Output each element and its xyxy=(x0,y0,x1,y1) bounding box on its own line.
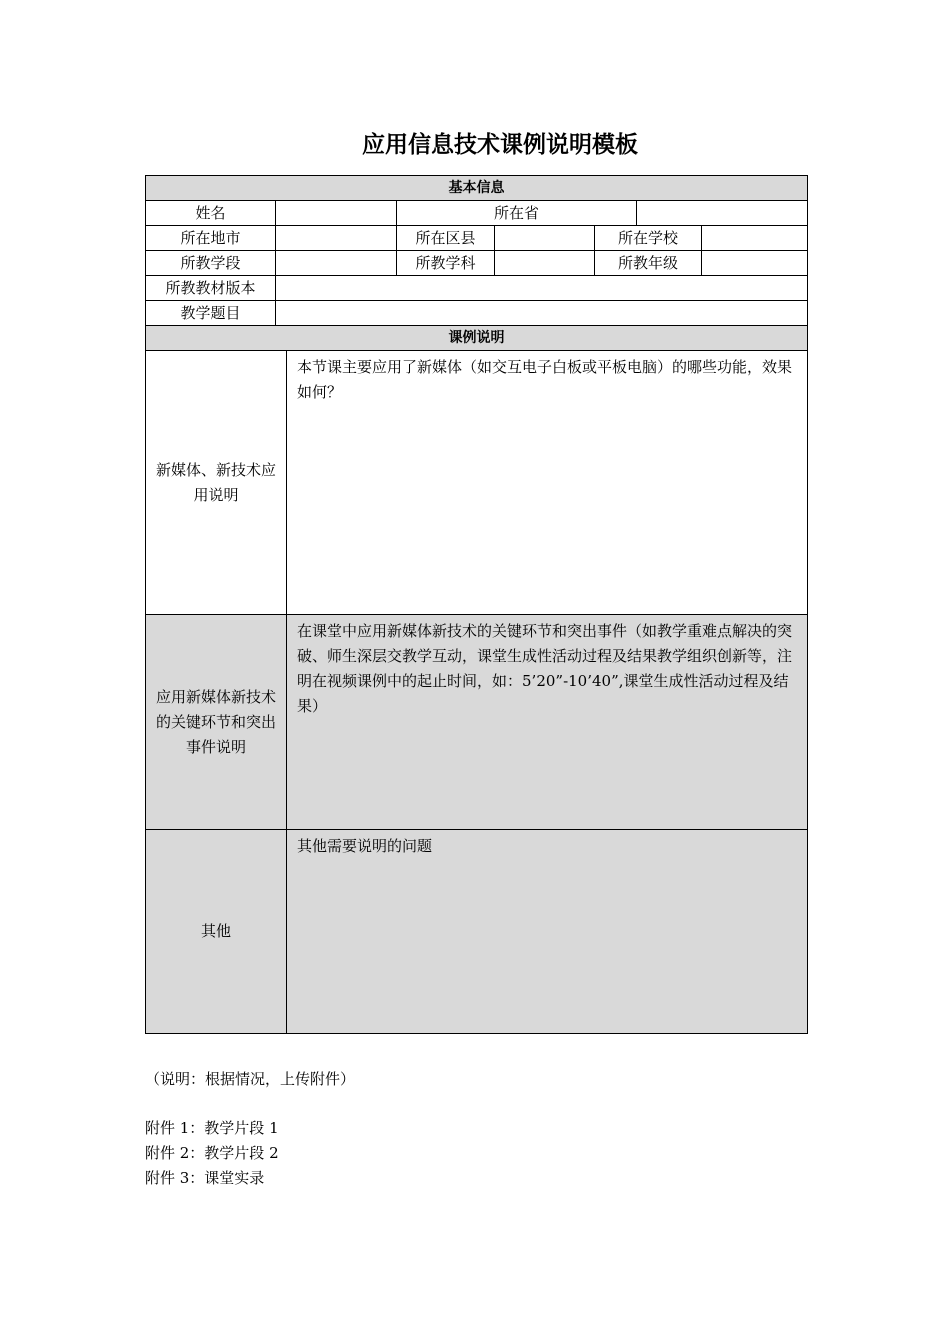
city-field[interactable] xyxy=(276,226,397,251)
name-field[interactable] xyxy=(276,201,397,226)
school-label: 所在学校 xyxy=(595,226,702,251)
new-media-content[interactable]: 本节课主要应用了新媒体（如交互电子白板或平板电脑）的哪些功能，效果如何？ xyxy=(287,351,808,615)
name-label: 姓名 xyxy=(146,201,276,226)
attachment-item: 附件 3：课堂实录 xyxy=(145,1169,265,1187)
other-label: 其他 xyxy=(146,830,287,1034)
textbook-field[interactable] xyxy=(276,276,808,301)
other-content[interactable]: 其他需要说明的问题 xyxy=(287,830,808,1034)
key-events-content[interactable]: 在课堂中应用新媒体新技术的关键环节和突出事件（如教学重难点解决的突破、师生深层交教学互动，课堂生成性活动过程及结果教学组织创新等，注明在视频课例中的起止时间，如：5’20”-10’40”,课堂生成性活动过程及结果） xyxy=(287,615,808,830)
school-field[interactable] xyxy=(702,226,808,251)
attachment-item: 附件 1：教学片段 1 xyxy=(145,1119,279,1137)
grade-label: 所教年级 xyxy=(595,251,702,276)
subject-label: 所教学科 xyxy=(397,251,495,276)
form-table xyxy=(145,175,808,1034)
new-media-label-text: 新媒体、新技术应用说明 xyxy=(156,460,277,504)
attachment-item: 附件 2：教学片段 2 xyxy=(145,1144,279,1162)
city-label: 所在地市 xyxy=(146,226,276,251)
note-text: （说明：根据情况，上传附件） xyxy=(145,1070,356,1088)
attachment-list xyxy=(145,1116,279,1191)
key-events-label xyxy=(146,615,287,830)
province-label: 所在省 xyxy=(397,201,637,226)
province-field[interactable] xyxy=(637,201,808,226)
textbook-label: 所教教材版本 xyxy=(146,276,276,301)
stage-field[interactable] xyxy=(276,251,397,276)
district-label: 所在区县 xyxy=(397,226,495,251)
page-title: 应用信息技术课例说明模板 xyxy=(362,132,638,158)
subject-field[interactable] xyxy=(495,251,595,276)
case-description-header: 课例说明 xyxy=(146,326,808,351)
topic-label: 教学题目 xyxy=(146,301,276,326)
grade-field[interactable] xyxy=(702,251,808,276)
key-events-label-text: 应用新媒体新技术的关键环节和突出事件说明 xyxy=(156,687,277,756)
district-field[interactable] xyxy=(495,226,595,251)
topic-field[interactable] xyxy=(276,301,808,326)
basic-info-header: 基本信息 xyxy=(146,176,808,201)
stage-label: 所教学段 xyxy=(146,251,276,276)
new-media-label xyxy=(146,351,287,615)
